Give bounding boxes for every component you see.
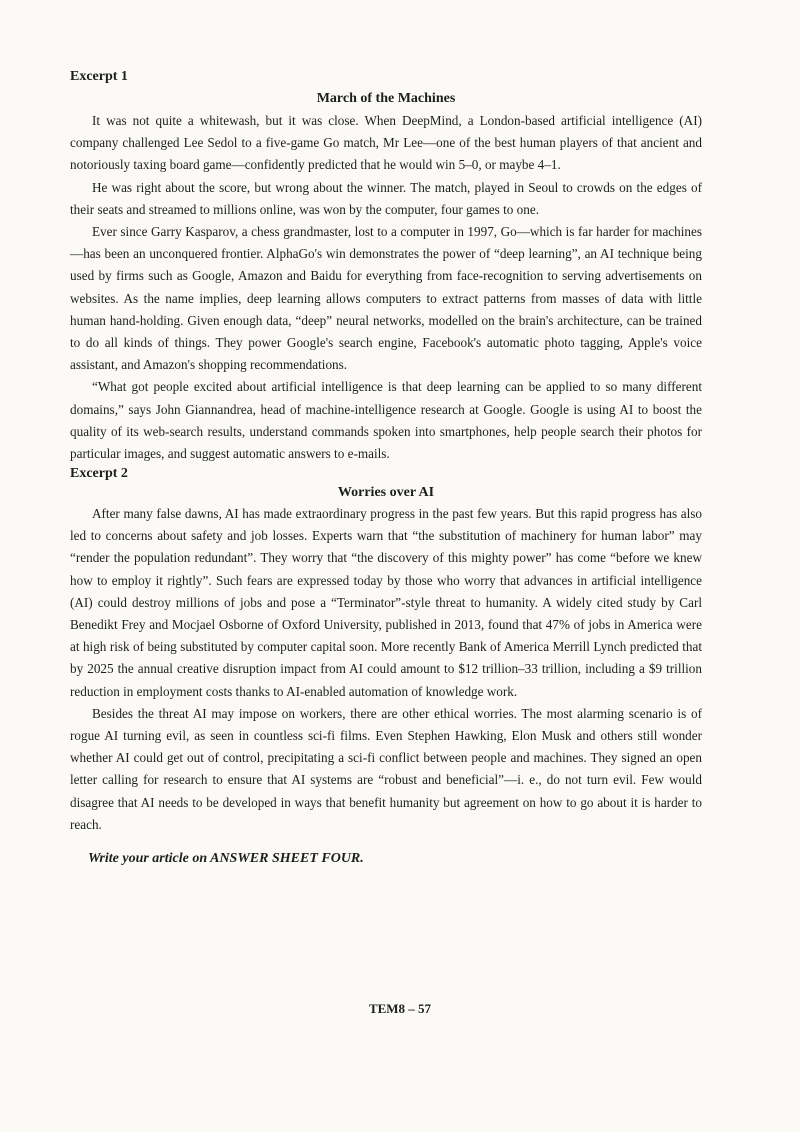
- excerpt-2-label: Excerpt 2: [70, 466, 128, 481]
- excerpt-1-body: [70, 110, 702, 465]
- excerpt-2-paragraph: After many false dawns, AI has made extraordinary progress in the past few years. But this rapid progress has also led to concerns about safety and job losses. Experts warn that “the substitution of machinery for human labor” may “render the population redundant”. They worry that “the discovery of this mighty power” has come “before we knew how to employ it rightly”. Such fears are expressed today by those who worry that advances in artificial intelligence (AI) could destroy millions of jobs and pose a “Terminator”-style threat to humanity. A widely cited study by Carl Benedikt Frey and Mocjael Osborne of Oxford University, published in 2013, found that 47% of jobs in America were at high risk of being substituted by computer capital soon. More recently Bank of America Merrill Lynch predicted that by 2025 the annual creative disruption impact from AI could amount to $12 trillion–33 trillion, including a $9 trillion reduction in employment costs thanks to AI-enabled automation of knowledge work.: [70, 506, 702, 699]
- answer-sheet-instruction: Write your article on ANSWER SHEET FOUR.: [88, 851, 364, 866]
- page-footer: TEM8 – 57: [368, 1001, 432, 1016]
- excerpt-1-paragraph: Ever since Garry Kasparov, a chess grandmaster, lost to a computer in 1997, Go—which is far harder for machines—has been an unconquered frontier. AlphaGo's win demonstrates the power of “deep learning”, an AI technique being used by firms such as Google, Amazon and Baidu for everything from face-recognition to serving advertisements on websites. As the name implies, deep learning allows computers to extract patterns from masses of data with little human hand-holding. Given enough data, “deep” neural networks, modelled on the brain's architecture, can be trained to do all kinds of things. They power Google's search engine, Facebook's automatic photo tagging, Apple's voice assistant, and Amazon's shopping recommendations.: [70, 224, 702, 373]
- excerpt-2-title: Worries over AI: [337, 485, 435, 500]
- excerpt-2-paragraph: Besides the threat AI may impose on workers, there are other ethical worries. The most alarming scenario is of rogue AI turning evil, as seen in countless sci-fi films. Even Stephen Hawking, Elon Musk and others still wonder whether AI could get out of control, precipitating a sci-fi conflict between people and machines. They signed an open letter calling for research to ensure that AI systems are “robust and beneficial”—i. e., do not turn evil. Few would disagree that AI needs to be developed in ways that benefit humanity but agreement on how to go about it is harder to reach.: [70, 705, 702, 832]
- excerpt-1-label: Excerpt 1: [70, 69, 128, 84]
- excerpt-2-body: [70, 503, 702, 836]
- excerpt-1-paragraph: “What got people excited about artificial intelligence is that deep learning can be applied to so many different domains,” says John Giannandrea, head of machine-intelligence research at Google. Google is using AI to boost the quality of its web-search results, understand commands spoken into smartphones, help people search their photos for particular images, and suggest automatic answers to e-mails.: [70, 379, 702, 462]
- excerpt-1-paragraph: It was not quite a whitewash, but it was close. When DeepMind, a London-based artificial intelligence (AI) company challenged Lee Sedol to a five-game Go match, Mr Lee—one of the best human players of that ancient and notoriously taxing board game—confidently predicted that he would win 5–0, or maybe 4–1.: [70, 113, 702, 173]
- excerpt-1-title: March of the Machines: [316, 91, 456, 106]
- excerpt-1-paragraph: He was right about the score, but wrong about the winner. The match, played in Seoul to crowds on the edges of their seats and streamed to millions online, was won by the computer, four games to one.: [70, 179, 702, 217]
